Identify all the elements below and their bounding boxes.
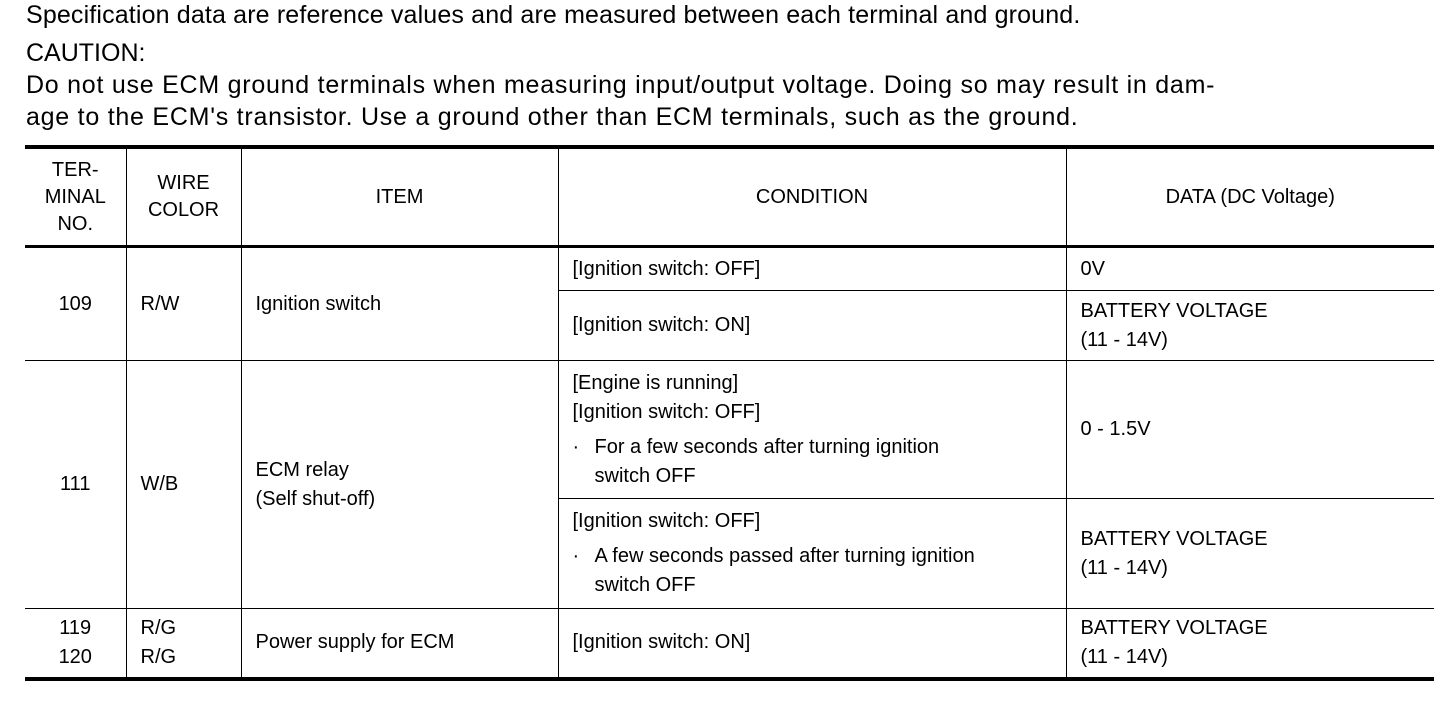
spec-note: Specification data are reference values and are measured between each terminal and ground. <box>26 1 1081 29</box>
data-value: BATTERY VOLTAGE (11 - 14V) <box>1066 609 1434 679</box>
wire-color: R/G R/G <box>126 609 241 679</box>
data-value: BATTERY VOLTAGE (11 - 14V) <box>1066 291 1434 361</box>
item: Ignition switch <box>241 247 558 361</box>
terminal-no: 109 <box>25 247 126 361</box>
condition: [Ignition switch: ON] <box>558 291 1066 361</box>
table-row <box>25 609 1434 679</box>
condition: [Engine is running] [Ignition switch: OFF] · For a few seconds after turning ignition switch OFF <box>558 361 1066 499</box>
wire-color: R/W <box>126 247 241 361</box>
wire-color: W/B <box>126 361 241 609</box>
data-value: 0V <box>1066 247 1434 291</box>
caution-line-2: age to the ECM's transistor. Use a ground other than ECM terminals, such as the ground. <box>26 103 1079 131</box>
header-wire-color: WIRE COLOR <box>126 147 241 247</box>
condition: [Ignition switch: OFF] · A few seconds passed after turning ignition switch OFF <box>558 499 1066 609</box>
condition: [Ignition switch: OFF] <box>558 247 1066 291</box>
table-row <box>25 361 1434 499</box>
condition-bullet: · A few seconds passed after turning ignition switch OFF <box>573 542 1052 600</box>
terminal-no: 111 <box>25 361 126 609</box>
data-value: BATTERY VOLTAGE (11 - 14V) <box>1066 499 1434 609</box>
caution-text <box>26 69 1436 133</box>
item: ECM relay (Self shut-off) <box>241 361 558 609</box>
bullet-dot: · <box>572 435 580 458</box>
intro-text <box>26 0 1436 133</box>
table-row <box>25 247 1434 291</box>
terminal-spec-table <box>25 145 1434 681</box>
bullet-dot: · <box>572 545 580 567</box>
table-header-row <box>25 147 1434 247</box>
data-value: 0 - 1.5V <box>1066 361 1434 499</box>
item: Power supply for ECM <box>241 609 558 679</box>
condition-bullet: · For a few seconds after turning ignition switch OFF <box>573 433 1052 491</box>
header-terminal-no: TER- MINAL NO. <box>25 147 126 247</box>
header-condition: CONDITION <box>558 147 1066 247</box>
header-data: DATA (DC Voltage) <box>1066 147 1434 247</box>
terminal-no: 119 120 <box>25 609 126 679</box>
caution-label: CAUTION: <box>26 39 146 67</box>
header-item: ITEM <box>241 147 558 247</box>
condition: [Ignition switch: ON] <box>558 609 1066 679</box>
caution-line-1: Do not use ECM ground terminals when measuring input/output voltage. Doing so may result in dam- <box>26 71 1216 99</box>
